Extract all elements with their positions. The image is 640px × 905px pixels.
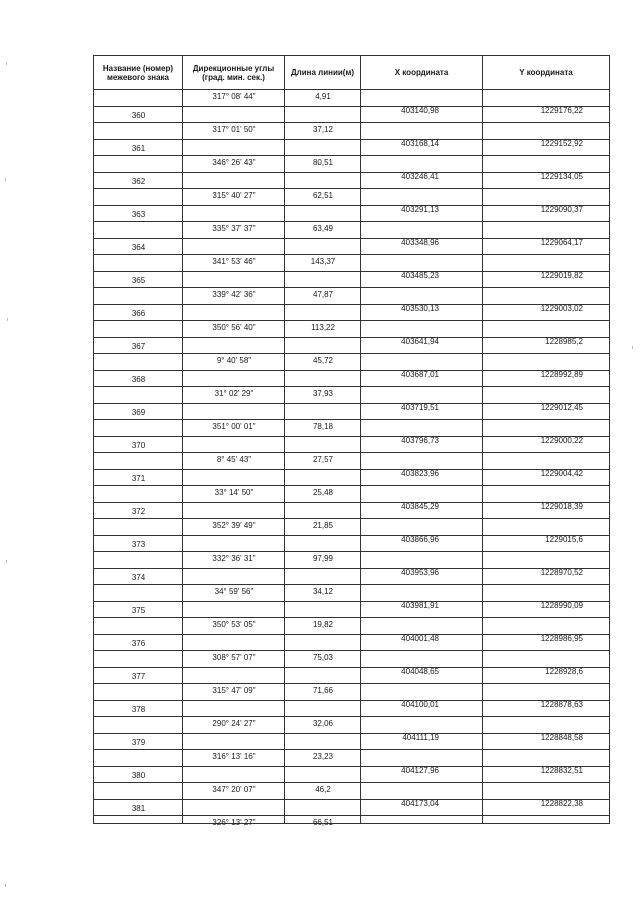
direction-angle: 346° 26' 43" xyxy=(212,158,256,167)
line-length: 25,48 xyxy=(312,488,334,497)
point-name: 381 xyxy=(131,804,146,813)
y-coordinate: 1228928,6 xyxy=(545,667,583,676)
line-length: 37,93 xyxy=(312,389,334,398)
row-divider xyxy=(94,617,609,618)
point-name: 371 xyxy=(131,474,146,483)
x-coordinate: 403485,23 xyxy=(401,271,439,280)
scan-speck xyxy=(6,62,7,65)
direction-angle: 332° 36' 31" xyxy=(212,554,256,563)
row-divider xyxy=(94,155,609,156)
x-coordinate: 403981,91 xyxy=(401,601,439,610)
row-divider xyxy=(94,485,609,486)
header-divider xyxy=(94,89,609,90)
x-coordinate: 403291,13 xyxy=(401,205,439,214)
direction-angle: 8° 45' 43" xyxy=(216,455,252,464)
scan-speck xyxy=(5,178,6,181)
row-divider xyxy=(94,749,609,750)
direction-angle: 315° 47' 09" xyxy=(212,686,256,695)
line-length: 45,72 xyxy=(312,356,334,365)
y-coordinate: 1228832,51 xyxy=(540,766,583,775)
point-name: 373 xyxy=(131,540,146,549)
row-divider xyxy=(94,518,609,519)
direction-angle: 34° 59' 56" xyxy=(214,587,254,596)
point-name: 366 xyxy=(131,309,146,318)
direction-angle: 350° 56' 40" xyxy=(212,323,256,332)
point-name: 376 xyxy=(131,639,146,648)
direction-angle: 290° 24' 27" xyxy=(212,719,256,728)
row-divider xyxy=(94,683,609,684)
line-length: 66,51 xyxy=(312,818,334,827)
point-name: 374 xyxy=(131,573,146,582)
x-coordinate: 403866,96 xyxy=(401,535,439,544)
x-coordinate: 403168,14 xyxy=(401,139,439,148)
row-divider xyxy=(94,815,609,816)
direction-angle: 352° 39' 49" xyxy=(212,521,256,530)
x-coordinate: 403953,96 xyxy=(401,568,439,577)
direction-angle: 317° 08' 44" xyxy=(212,92,256,101)
y-coordinate: 1229090,37 xyxy=(540,205,583,214)
line-length: 143,37 xyxy=(310,257,336,266)
x-coordinate: 403687,01 xyxy=(401,370,439,379)
x-coordinate: 404127,96 xyxy=(401,766,439,775)
y-coordinate: 1229015,6 xyxy=(545,535,583,544)
scan-speck xyxy=(6,560,7,563)
x-coordinate: 404100,01 xyxy=(401,700,439,709)
line-length: 37,12 xyxy=(312,125,334,134)
x-coordinate: 403796,73 xyxy=(401,436,439,445)
line-length: 23,23 xyxy=(312,752,334,761)
direction-angle: 9° 40' 58" xyxy=(216,356,252,365)
x-coordinate: 403823,96 xyxy=(401,469,439,478)
y-coordinate: 1229018,39 xyxy=(540,502,583,511)
row-divider xyxy=(94,551,609,552)
point-name: 365 xyxy=(131,276,146,285)
line-length: 4,91 xyxy=(315,92,331,101)
header-angles: Дирекционные углы (град. мин. сек.) xyxy=(192,63,275,82)
row-divider xyxy=(94,188,609,189)
row-divider xyxy=(94,320,609,321)
line-length: 46,2 xyxy=(315,785,331,794)
line-length: 27,57 xyxy=(312,455,334,464)
y-coordinate: 1229176,22 xyxy=(540,106,583,115)
point-name: 370 xyxy=(131,441,146,450)
line-length: 47,87 xyxy=(312,290,334,299)
y-coordinate: 1229004,42 xyxy=(540,469,583,478)
y-coordinate: 1229019,82 xyxy=(540,271,583,280)
scan-speck xyxy=(5,884,6,887)
line-length: 78,18 xyxy=(312,422,334,431)
row-divider xyxy=(94,386,609,387)
direction-angle: 31° 02' 29" xyxy=(214,389,254,398)
x-coordinate: 403246,41 xyxy=(401,172,439,181)
header-length: Длина линии(м) xyxy=(290,68,355,77)
point-name: 372 xyxy=(131,507,146,516)
row-divider xyxy=(94,122,609,123)
y-coordinate: 1228822,38 xyxy=(540,799,583,808)
direction-angle: 315° 40' 27" xyxy=(212,191,256,200)
row-divider xyxy=(94,287,609,288)
direction-angle: 341° 53' 46" xyxy=(212,257,256,266)
point-name: 362 xyxy=(131,177,146,186)
header-x: X координата xyxy=(394,68,449,77)
direction-angle: 326° 13' 27" xyxy=(212,818,256,827)
point-name: 364 xyxy=(131,243,146,252)
row-divider xyxy=(94,782,609,783)
point-name: 375 xyxy=(131,606,146,615)
point-name: 368 xyxy=(131,375,146,384)
y-coordinate: 1228878,63 xyxy=(540,700,583,709)
y-coordinate: 1228848,58 xyxy=(540,733,583,742)
line-length: 32,06 xyxy=(312,719,334,728)
direction-angle: 350° 53' 05" xyxy=(212,620,256,629)
x-coordinate: 403641,94 xyxy=(401,337,439,346)
row-divider xyxy=(94,584,609,585)
line-length: 19,82 xyxy=(312,620,334,629)
direction-angle: 351° 00' 01" xyxy=(212,422,256,431)
direction-angle: 335° 37' 37" xyxy=(212,224,256,233)
row-divider xyxy=(94,254,609,255)
y-coordinate: 1228985,2 xyxy=(545,337,583,346)
point-name: 377 xyxy=(131,672,146,681)
direction-angle: 308° 57' 07" xyxy=(212,653,256,662)
point-name: 367 xyxy=(131,342,146,351)
y-coordinate: 1228986,95 xyxy=(540,634,583,643)
line-length: 21,85 xyxy=(312,521,334,530)
x-coordinate: 403348,96 xyxy=(401,238,439,247)
y-coordinate: 1228970,52 xyxy=(540,568,583,577)
line-length: 71,66 xyxy=(312,686,334,695)
row-divider xyxy=(94,452,609,453)
header-name: Название (номер) межевого знака xyxy=(102,63,174,82)
x-coordinate: 403140,98 xyxy=(401,106,439,115)
line-length: 75,03 xyxy=(312,653,334,662)
point-name: 363 xyxy=(131,210,146,219)
header-y: Y координата xyxy=(519,68,573,77)
point-name: 369 xyxy=(131,408,146,417)
y-coordinate: 1229152,92 xyxy=(540,139,583,148)
scan-speck xyxy=(632,346,633,349)
x-coordinate: 404001,48 xyxy=(401,634,439,643)
x-coordinate: 403719,51 xyxy=(401,403,439,412)
y-coordinate: 1228990,09 xyxy=(540,601,583,610)
direction-angle: 316° 13' 16" xyxy=(212,752,256,761)
direction-angle: 33° 14' 50" xyxy=(214,488,254,497)
row-divider xyxy=(94,650,609,651)
point-name: 378 xyxy=(131,705,146,714)
point-name: 379 xyxy=(131,738,146,747)
y-coordinate: 1229064,17 xyxy=(540,238,583,247)
row-divider xyxy=(94,353,609,354)
line-length: 113,22 xyxy=(311,323,335,332)
scan-speck xyxy=(7,318,8,321)
direction-angle: 317° 01' 50" xyxy=(212,125,256,134)
point-name: 361 xyxy=(131,144,146,153)
direction-angle: 347° 20' 07" xyxy=(212,785,256,794)
line-length: 97,99 xyxy=(312,554,334,563)
line-length: 80,51 xyxy=(312,158,334,167)
point-name: 360 xyxy=(131,111,146,120)
x-coordinate: 404111,19 xyxy=(402,733,439,742)
y-coordinate: 1229134,05 xyxy=(540,172,583,181)
line-length: 62,51 xyxy=(312,191,334,200)
x-coordinate: 403530,13 xyxy=(401,304,439,313)
row-divider xyxy=(94,716,609,717)
line-length: 63,49 xyxy=(312,224,334,233)
line-length: 34,12 xyxy=(312,587,334,596)
y-coordinate: 1229012,45 xyxy=(540,403,583,412)
x-coordinate: 404048,65 xyxy=(401,667,439,676)
coordinates-table xyxy=(93,55,610,827)
point-name: 380 xyxy=(131,771,146,780)
y-coordinate: 1228992,89 xyxy=(540,370,583,379)
x-coordinate: 403845,29 xyxy=(401,502,439,511)
y-coordinate: 1229000,22 xyxy=(540,436,583,445)
direction-angle: 339° 42' 36" xyxy=(212,290,256,299)
row-divider xyxy=(94,419,609,420)
y-coordinate: 1229003,02 xyxy=(540,304,583,313)
x-coordinate: 404173,04 xyxy=(401,799,439,808)
row-divider xyxy=(94,221,609,222)
